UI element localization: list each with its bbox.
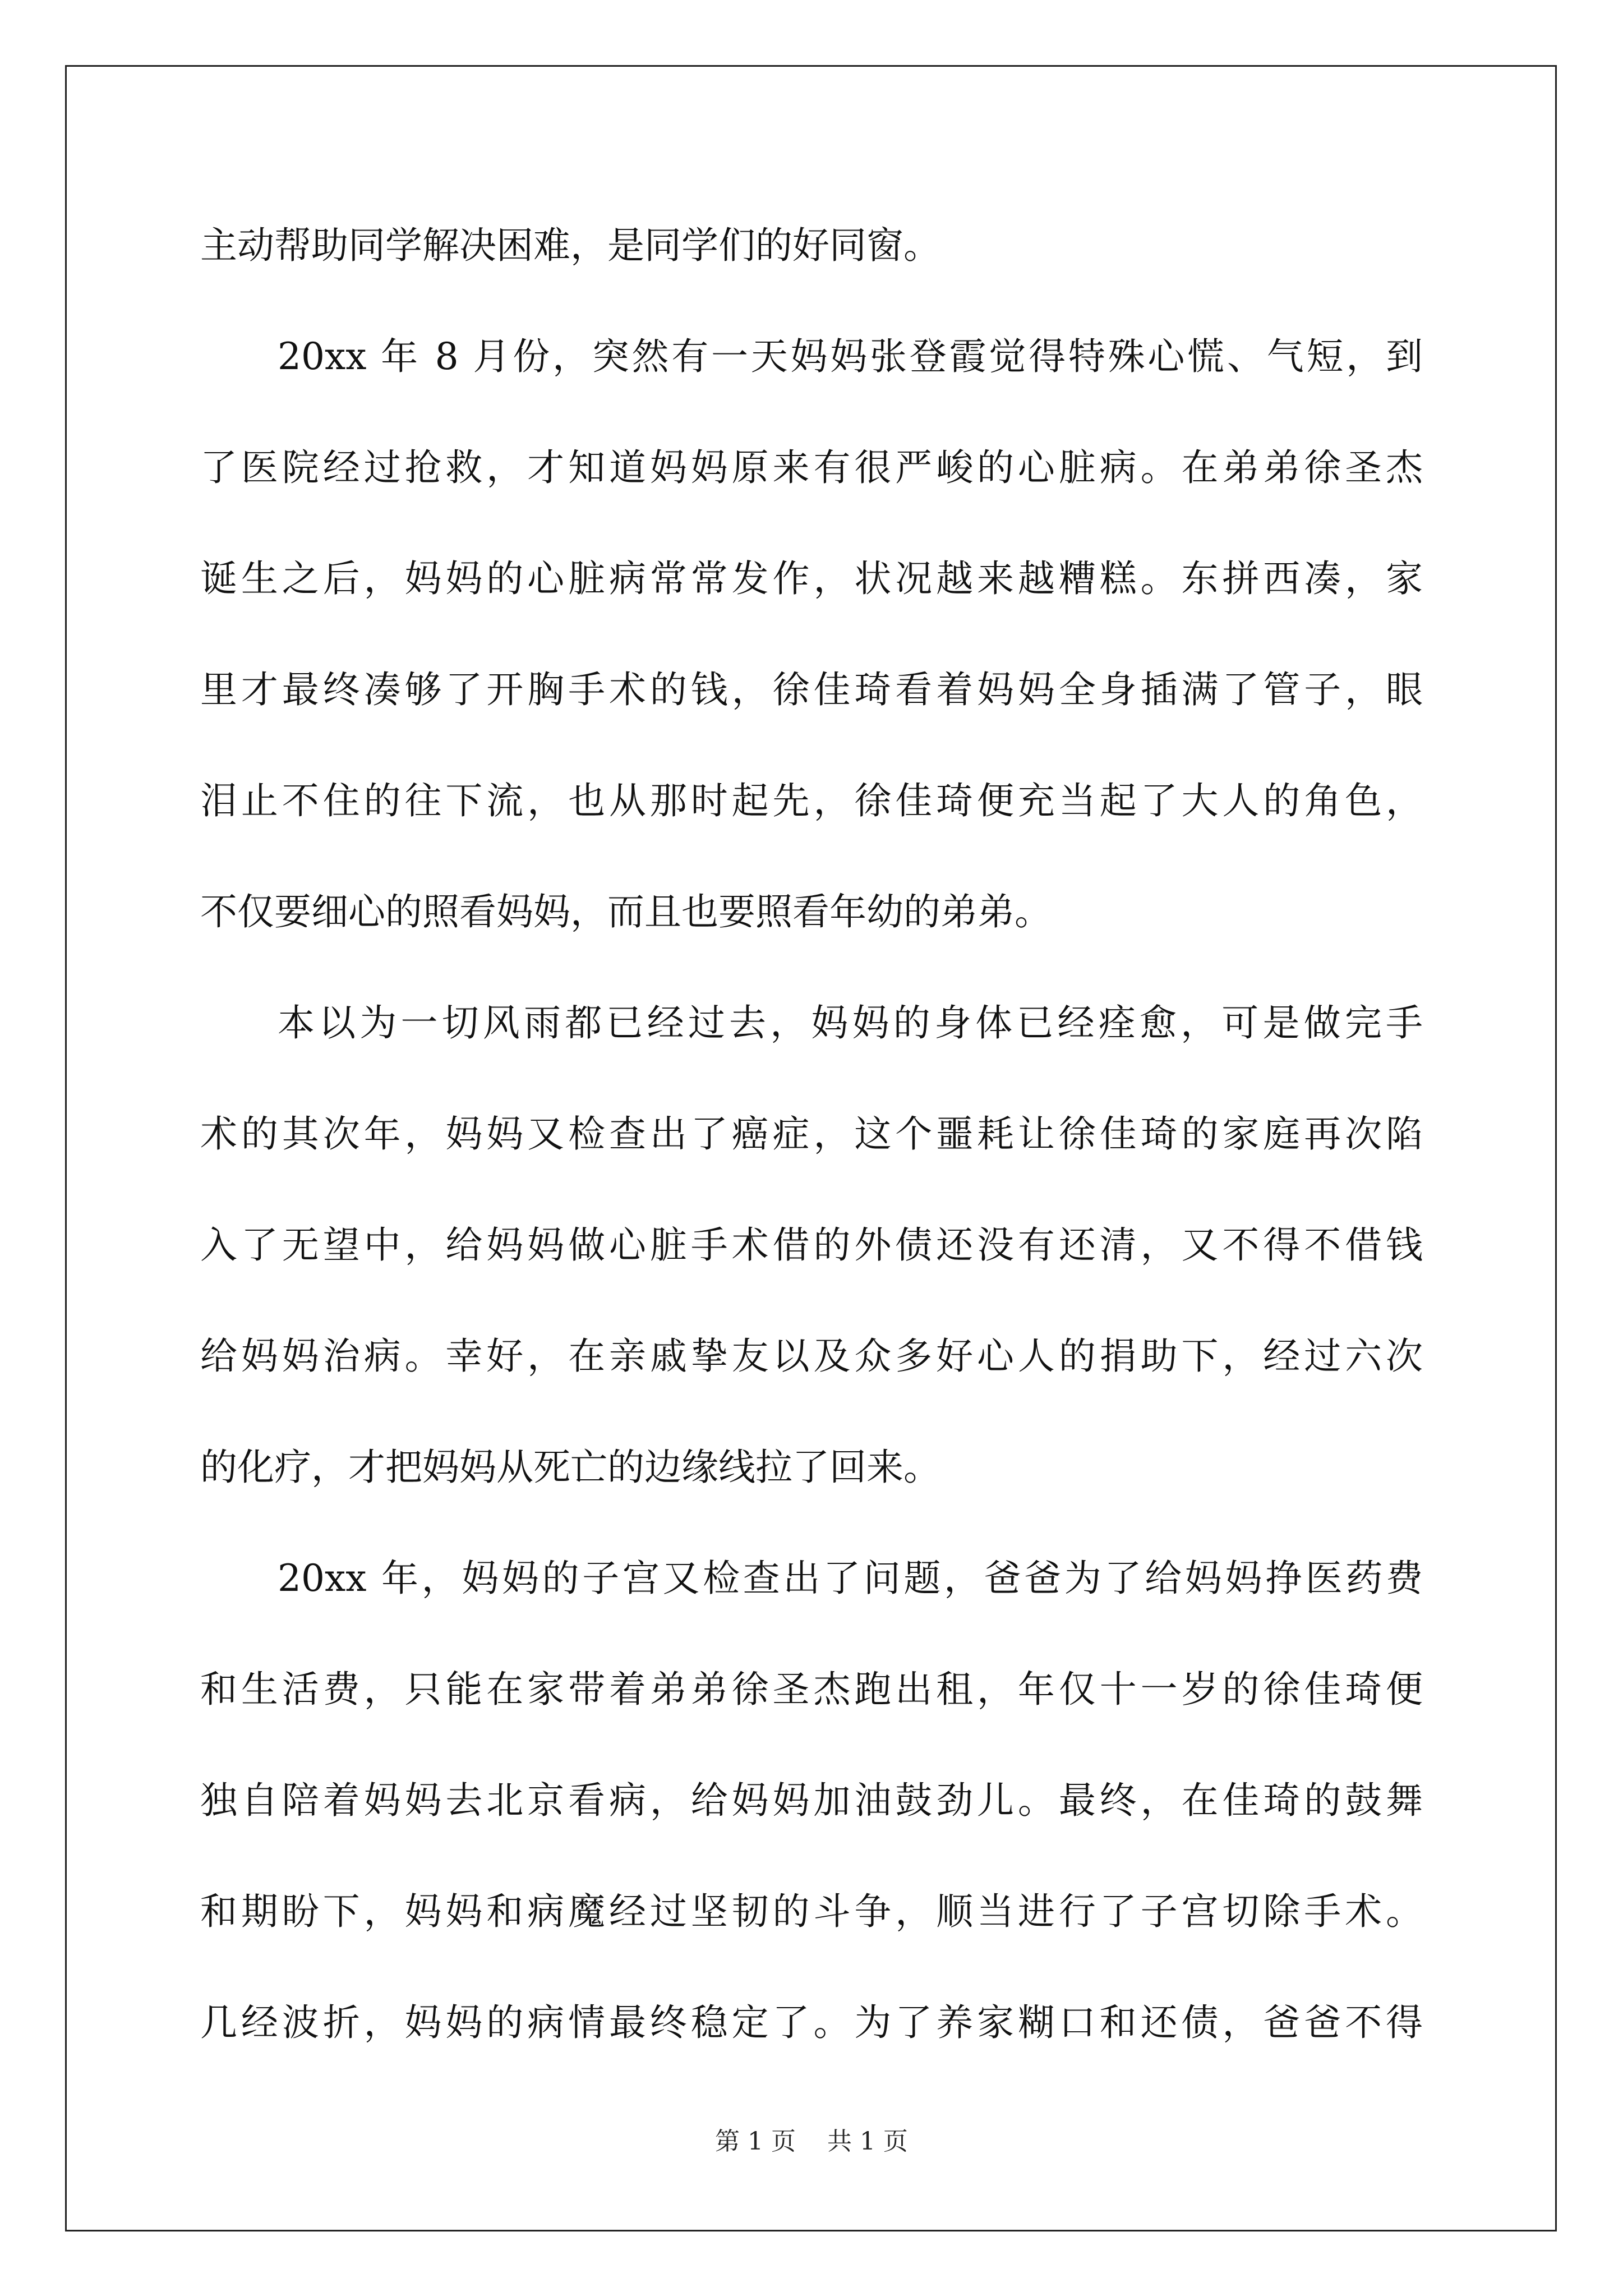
text-line: 几经波折，妈妈的病情最终稳定了。为了养家糊口和还债，爸爸不得 bbox=[200, 2001, 1423, 2044]
text-line: 独自陪着妈妈去北京看病，给妈妈加油鼓劲儿。最终，在佳琦的鼓舞 bbox=[200, 1779, 1423, 1822]
text-line: 不仅要细心的照看妈妈，而且也要照看年幼的弟弟。 bbox=[200, 890, 1052, 933]
paragraph-start-line: 20xx 年，妈妈的子宫又检查出了问题，爸爸为了给妈妈挣医药费 bbox=[278, 1557, 1423, 1600]
text-line: 和期盼下，妈妈和病魔经过坚韧的斗争，顺当进行了子宫切除手术。 bbox=[200, 1890, 1423, 1933]
text-line: 里才最终凑够了开胸手术的钱，徐佳琦看着妈妈全身插满了管子，眼 bbox=[200, 668, 1423, 711]
text-line: 主动帮助同学解决困难，是同学们的好同窗。 bbox=[200, 224, 940, 267]
text-line: 了医院经过抢救，才知道妈妈原来有很严峻的心脏病。在弟弟徐圣杰 bbox=[200, 446, 1423, 489]
text-line: 入了无望中，给妈妈做心脏手术借的外债还没有还清，又不得不借钱 bbox=[200, 1223, 1423, 1267]
paragraph-start-line: 本以为一切风雨都已经过去，妈妈的身体已经痊愈，可是做完手 bbox=[278, 1001, 1423, 1045]
text-line: 术的其次年，妈妈又检查出了癌症，这个噩耗让徐佳琦的家庭再次陷 bbox=[200, 1112, 1423, 1156]
page-number-footer: 第 1 页 共 1 页 bbox=[715, 2127, 908, 2156]
text-line: 和生活费，只能在家带着弟弟徐圣杰跑出租，年仅十一岁的徐佳琦便 bbox=[200, 1668, 1423, 1711]
text-line: 的化疗，才把妈妈从死亡的边缘线拉了回来。 bbox=[200, 1446, 940, 1489]
text-line: 给妈妈治病。幸好，在亲戚挚友以及众多好心人的捐助下，经过六次 bbox=[200, 1335, 1423, 1378]
text-line: 诞生之后，妈妈的心脏病常常发作，状况越来越糟糕。东拼西凑，家 bbox=[200, 557, 1423, 600]
text-line: 泪止不住的往下流，也从那时起先，徐佳琦便充当起了大人的角色， bbox=[200, 779, 1423, 822]
paragraph-start-line: 20xx 年 8 月份，突然有一天妈妈张登霞觉得特殊心慌、气短，到 bbox=[278, 335, 1423, 378]
